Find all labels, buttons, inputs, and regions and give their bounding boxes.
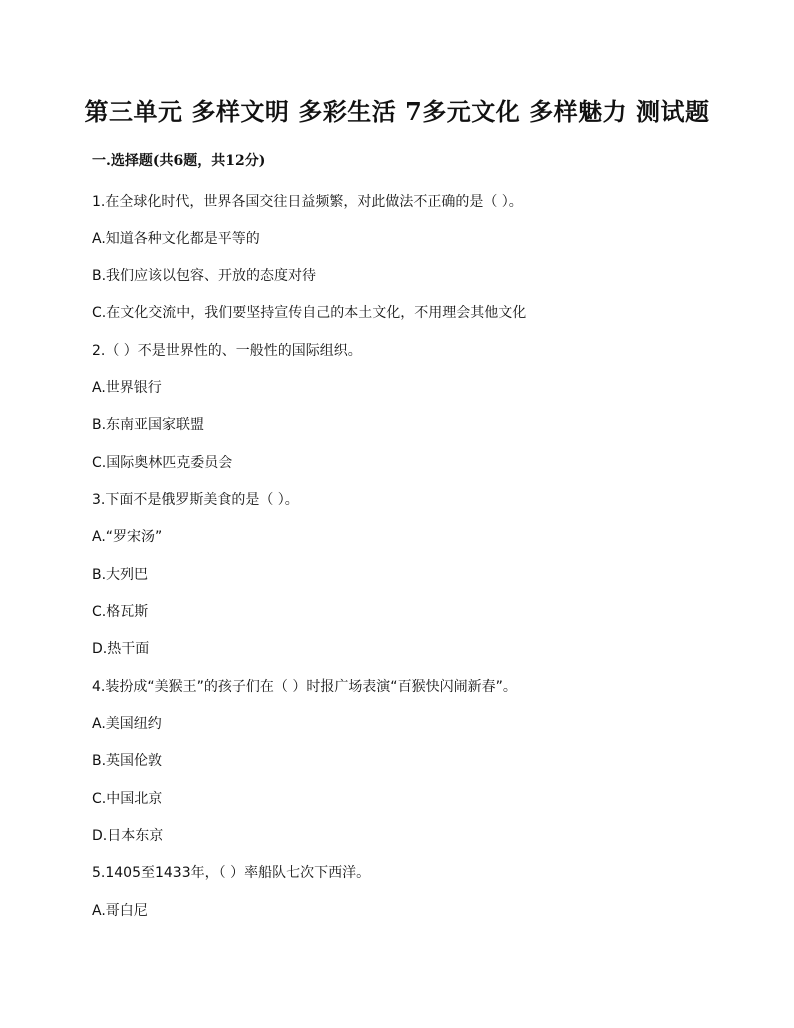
page-title: 第三单元 多样文明 多彩生活 7多元文化 多样魅力 测试题 bbox=[84, 97, 710, 126]
answer-option: B.我们应该以包容、开放的态度对待 bbox=[92, 268, 317, 284]
answer-option: A.哥白尼 bbox=[92, 903, 148, 919]
section-heading: 一.选择题(共6题，共12分) bbox=[92, 153, 266, 169]
answer-option: C.中国北京 bbox=[92, 791, 163, 807]
answer-option: A.知道各种文化都是平等的 bbox=[92, 231, 260, 247]
answer-option: C.在文化交流中，我们要坚持宣传自己的本土文化，不用理会其他文化 bbox=[92, 305, 527, 321]
question-stem: 4.装扮成“美猴王”的孩子们在（ ）时报广场表演“百猴快闪闹新春”。 bbox=[92, 679, 517, 695]
answer-option: D.日本东京 bbox=[92, 828, 164, 844]
answer-option: D.热干面 bbox=[92, 641, 150, 657]
answer-option: A.世界银行 bbox=[92, 380, 162, 396]
answer-option: A.“罗宋汤” bbox=[92, 529, 163, 545]
answer-option: B.东南亚国家联盟 bbox=[92, 417, 205, 433]
answer-option: A.美国纽约 bbox=[92, 716, 162, 732]
answer-option: C.格瓦斯 bbox=[92, 604, 149, 620]
question-stem: 3.下面不是俄罗斯美食的是（ ）。 bbox=[92, 492, 299, 508]
question-stem: 2.（ ）不是世界性的、一般性的国际组织。 bbox=[92, 343, 362, 359]
answer-option: B.大列巴 bbox=[92, 567, 149, 583]
answer-option: B.英国伦敦 bbox=[92, 753, 163, 769]
answer-option: C.国际奥林匹克委员会 bbox=[92, 455, 233, 471]
question-stem: 5.1405至1433年，（ ）率船队七次下西洋。 bbox=[92, 865, 371, 881]
question-stem: 1.在全球化时代，世界各国交往日益频繁，对此做法不正确的是（ ）。 bbox=[92, 194, 523, 210]
